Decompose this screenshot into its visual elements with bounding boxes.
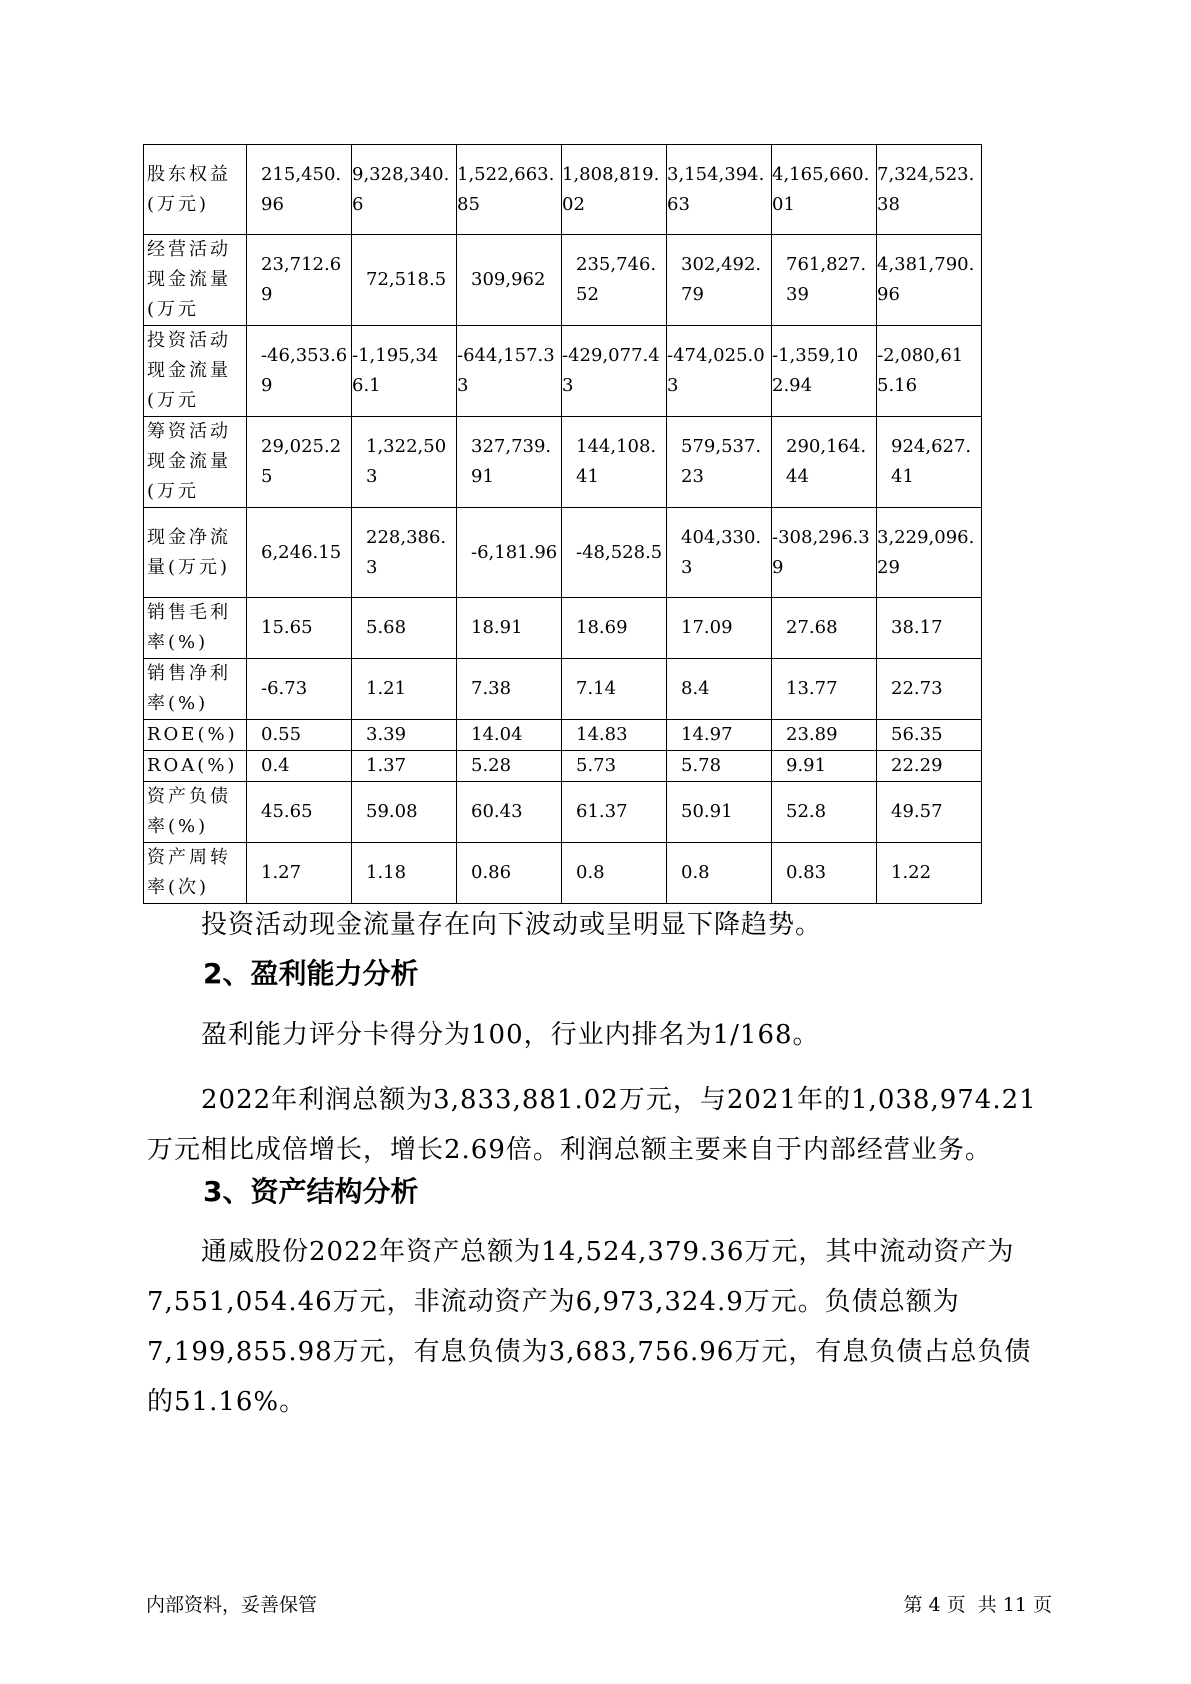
- table-cell: 18.69: [562, 598, 667, 659]
- table-cell: 0.55: [247, 720, 352, 751]
- paragraph-cashflow-trend: 投资活动现金流量存在向下波动或呈明显下降趋势。: [201, 910, 823, 940]
- table-cell: 3.39: [352, 720, 457, 751]
- table-cell: 228,386.3: [352, 508, 457, 598]
- table-cell: 9,328,340.6: [352, 145, 457, 235]
- heading-asset-structure: 3、资产结构分析: [203, 1175, 419, 1208]
- table-row: [144, 326, 982, 417]
- table-cell: -308,296.39: [772, 508, 877, 598]
- table-cell: 579,537.23: [667, 417, 772, 508]
- table-cell: 7.38: [457, 659, 562, 720]
- table-cell: -6,181.96: [457, 508, 562, 598]
- row-label: 资产负债率(%): [144, 782, 247, 843]
- table-cell: 290,164.44: [772, 417, 877, 508]
- table-cell: 6,246.15: [247, 508, 352, 598]
- table-cell: 59.08: [352, 782, 457, 843]
- table-cell: 0.4: [247, 751, 352, 782]
- table-cell: 1.21: [352, 659, 457, 720]
- table-cell: 1.22: [877, 843, 982, 904]
- table-row: [144, 235, 982, 326]
- table-row: [144, 751, 982, 782]
- table-cell: 50.91: [667, 782, 772, 843]
- table-cell: 1,322,503: [352, 417, 457, 508]
- table-cell: -2,080,615.16: [877, 326, 982, 417]
- row-label: 销售净利率(%): [144, 659, 247, 720]
- row-label: 股东权益(万元): [144, 145, 247, 235]
- table-cell: 7,324,523.38: [877, 145, 982, 235]
- table-cell: -6.73: [247, 659, 352, 720]
- table-cell: -1,359,102.94: [772, 326, 877, 417]
- paragraph-profit-score: 盈利能力评分卡得分为100，行业内排名为1/168。: [201, 1020, 820, 1050]
- table-cell: -644,157.33: [457, 326, 562, 417]
- table-row: [144, 720, 982, 751]
- table-cell: 61.37: [562, 782, 667, 843]
- table-cell: 404,330.3: [667, 508, 772, 598]
- table-cell: 29,025.25: [247, 417, 352, 508]
- row-label: 现金净流量(万元): [144, 508, 247, 598]
- row-label: 资产周转率(次): [144, 843, 247, 904]
- table-cell: 22.73: [877, 659, 982, 720]
- table-cell: 4,381,790.96: [877, 235, 982, 326]
- table-cell: -474,025.03: [667, 326, 772, 417]
- table-cell: 235,746.52: [562, 235, 667, 326]
- table-cell: 23.89: [772, 720, 877, 751]
- row-label: ROE(%): [144, 720, 247, 751]
- table-cell: -46,353.69: [247, 326, 352, 417]
- table-row: [144, 782, 982, 843]
- heading-profitability: 2、盈利能力分析: [203, 957, 419, 990]
- table-cell: -429,077.43: [562, 326, 667, 417]
- table-cell: 27.68: [772, 598, 877, 659]
- table-cell: 8.4: [667, 659, 772, 720]
- table-cell: 7.14: [562, 659, 667, 720]
- table-cell: 18.91: [457, 598, 562, 659]
- financial-table: [143, 144, 982, 904]
- table-cell: 215,450.96: [247, 145, 352, 235]
- table-cell: 3,154,394.63: [667, 145, 772, 235]
- table-cell: 13.77: [772, 659, 877, 720]
- row-label: 筹资活动现金流量(万元: [144, 417, 247, 508]
- paragraph-asset-structure: 通威股份2022年资产总额为14,524,379.36万元，其中流动资产为7,551,054.46万元，非流动资产为6,973,324.9万元。负债总额为7,199,855.98万元，有息负债为3,683,756.96万元，有息负债占总负债的51.16%。: [147, 1237, 1032, 1417]
- table-cell: 56.35: [877, 720, 982, 751]
- table-cell: 1.37: [352, 751, 457, 782]
- table-cell: 0.8: [667, 843, 772, 904]
- table-cell: 52.8: [772, 782, 877, 843]
- footer-confidential-note: 内部资料，妥善保管: [146, 1594, 318, 1616]
- table-row: [144, 659, 982, 720]
- table-cell: 17.09: [667, 598, 772, 659]
- footer-page-number: 第 4 页 共 11 页: [903, 1594, 1052, 1616]
- table-cell: 14.83: [562, 720, 667, 751]
- table-cell: 9.91: [772, 751, 877, 782]
- row-label: ROA(%): [144, 751, 247, 782]
- table-row: [144, 843, 982, 904]
- table-row: [144, 598, 982, 659]
- table-cell: 309,962: [457, 235, 562, 326]
- row-label: 投资活动现金流量(万元: [144, 326, 247, 417]
- table-cell: 15.65: [247, 598, 352, 659]
- table-cell: 924,627.41: [877, 417, 982, 508]
- table-cell: 1.18: [352, 843, 457, 904]
- table-cell: 327,739.91: [457, 417, 562, 508]
- table-cell: 4,165,660.01: [772, 145, 877, 235]
- table-cell: 5.68: [352, 598, 457, 659]
- table-row: [144, 508, 982, 598]
- table-cell: 14.04: [457, 720, 562, 751]
- table-cell: 23,712.69: [247, 235, 352, 326]
- table-cell: 5.78: [667, 751, 772, 782]
- table-cell: 1,808,819.02: [562, 145, 667, 235]
- table-cell: 72,518.5: [352, 235, 457, 326]
- table-cell: 5.28: [457, 751, 562, 782]
- table-cell: 1.27: [247, 843, 352, 904]
- table-cell: 3,229,096.29: [877, 508, 982, 598]
- table-cell: 22.29: [877, 751, 982, 782]
- row-label: 经营活动现金流量(万元: [144, 235, 247, 326]
- table-cell: 1,522,663.85: [457, 145, 562, 235]
- table-cell: -1,195,346.1: [352, 326, 457, 417]
- row-label: 销售毛利率(%): [144, 598, 247, 659]
- table-row: [144, 145, 982, 235]
- table-cell: 761,827.39: [772, 235, 877, 326]
- table-cell: -48,528.5: [562, 508, 667, 598]
- table-cell: 49.57: [877, 782, 982, 843]
- table-cell: 14.97: [667, 720, 772, 751]
- paragraph-total-profit: 2022年利润总额为3,833,881.02万元，与2021年的1,038,974.21万元相比成倍增长，增长2.69倍。利润总额主要来自于内部经营业务。: [147, 1085, 1037, 1165]
- table-cell: 60.43: [457, 782, 562, 843]
- table-cell: 5.73: [562, 751, 667, 782]
- table-cell: 0.8: [562, 843, 667, 904]
- table-cell: 144,108.41: [562, 417, 667, 508]
- table-cell: 0.83: [772, 843, 877, 904]
- table-cell: 302,492.79: [667, 235, 772, 326]
- table-cell: 0.86: [457, 843, 562, 904]
- table-cell: 38.17: [877, 598, 982, 659]
- table-cell: 45.65: [247, 782, 352, 843]
- table-row: [144, 417, 982, 508]
